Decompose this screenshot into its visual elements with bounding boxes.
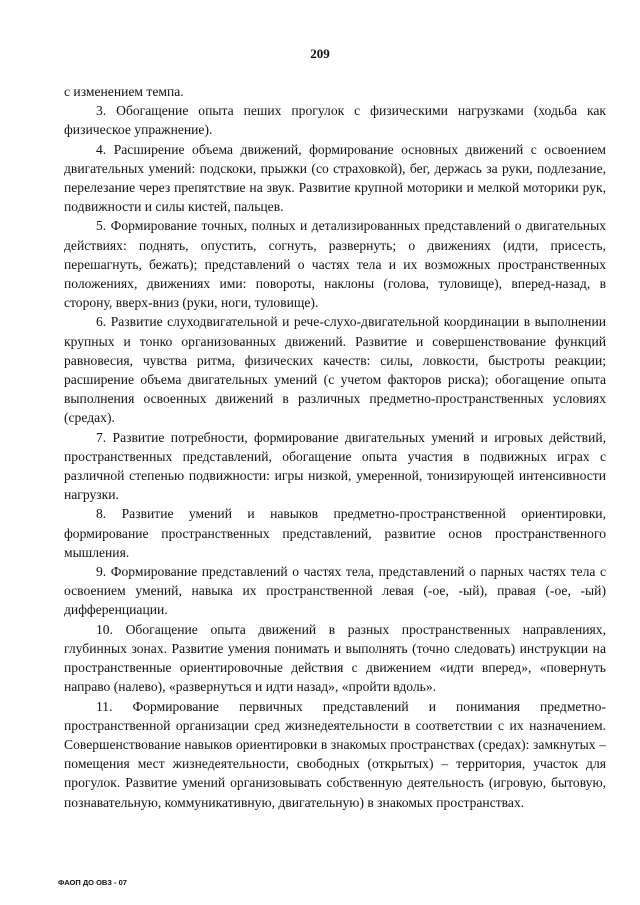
paragraph-9: 9. Формирование представлений о частях тела, представлений о парных частях тела с освоением умений, навыка их пространственной левая (-ое, -ый), правая (-ое, -ый) дифференциации. [64, 564, 606, 618]
paragraph-8: 8. Развитие умений и навыков предметно-пространственной ориентировки, формирование пространственных представлений, развитие основ пространственного мышления. [64, 506, 606, 560]
text-body [64, 82, 606, 812]
paragraph-4: 4. Расширение объема движений, формирование основных движений с освоением двигательных умений: подскоки, прыжки (со страховкой), бег, держась за руки, подлезание, перелезание через препятствие на звук. Развитие крупной моторики и мелкой моторики рук, подвижности и силы кистей, пальцев. [64, 141, 606, 215]
paragraph-10: 10. Обогащение опыта движений в разных пространственных направлениях, глубинных зонах. Развитие умения понимать и выполнять (точно следовать) инструкции на пространственные ориентировочные действия с движением «идти вперед», «повернуть направо (налево), «развернуться и идти назад», «пройти вдоль». [64, 621, 606, 695]
paragraph-continuation: с изменением темпа. [64, 84, 184, 99]
page-number: 209 [310, 46, 330, 61]
document-footer: ФАОП ДО ОВЗ - 07 [58, 878, 127, 887]
paragraph-11: 11. Формирование первичных представлений и понимания предметно-пространственной организации сред жизнедеятельности в соответствии с их назначением. Совершенствование навыков ориентировки в знакомых пространствах (средах): замкнутых – помещения мест жизнедеятельности, свободных (открытых) – территория, участок для прогулок. Развитие умений организовывать собственную деятельность (игровую, бытовую, познавательную, коммуникативную, двигательную) в знакомых пространствах. [64, 698, 606, 810]
paragraph-3: 3. Обогащение опыта пеших прогулок с физическими нагрузками (ходьба как физическое упражнение). [64, 103, 606, 138]
paragraph-5: 5. Формирование точных, полных и детализированных представлений о двигательных действиях: поднять, опустить, согнуть, развернуть; о движениях (идти, присесть, перешагнуть, бежать); представлений о частях тела и их возможных пространственных положениях, движениях ими: повороты, наклоны (голова, туловище), вперед-назад, в сторону, вверх-вниз (руки, ноги, туловище). [64, 218, 606, 311]
paragraph-6: 6. Развитие слуходвигательной и рече-слухо-двигательной координации в выполнении крупных и тонко организованных движений. Развитие и совершенствование функций равновесия, чувства ритма, физических качеств: силы, ловкости, быстроты реакции; расширение объема двигательных умений (с учетом факторов риска); обогащение опыта выполнения освоенных движений в различных предметно-пространственных условиях (средах). [64, 314, 606, 426]
paragraph-7: 7. Развитие потребности, формирование двигательных умений и игровых действий, пространственных представлений, обогащение опыта участия в подвижных играх с различной степенью подвижности: игры низкой, умеренной, тонизирующей интенсивности нагрузки. [64, 429, 606, 503]
